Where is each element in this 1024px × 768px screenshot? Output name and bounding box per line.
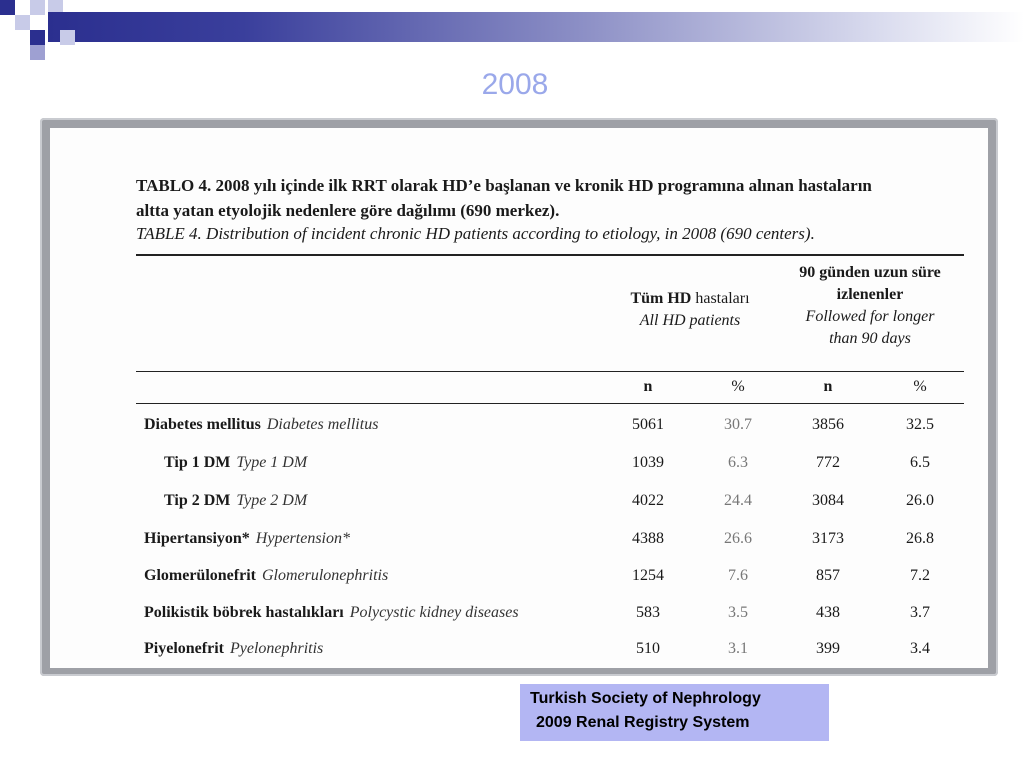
table-rule-top [136,254,964,256]
group-all-tr-bold: Tüm HD [630,290,692,307]
cell-n-all: 1039 [632,454,664,471]
row-label-tr: Piyelonefrit [144,640,224,657]
group-90-en-line1: Followed for longer [805,308,935,325]
cell-n-all: 583 [636,604,660,621]
source-line1: Turkish Society of Nephrology [530,690,761,707]
row-label-en: Pyelonephritis [229,640,324,657]
gradient-band [48,12,1024,42]
slide-title: 2008 [481,68,549,101]
row-label [144,530,350,548]
row-label-tr: Hipertansiyon* [144,530,250,547]
cell-n-90: 3173 [812,530,844,547]
column-header-pct-all: % [731,378,745,395]
cell-pct-all: 26.6 [724,530,752,547]
cell-pct-90: 3.4 [910,640,930,657]
group-all-tr: hastaları [691,290,750,307]
row-label-en: Diabetes mellitus [266,416,379,433]
group-90-tr-line2: izlenenler [836,286,904,303]
row-label-tr: Glomerülonefrit [144,567,256,584]
deco-square [0,0,15,15]
deco-square [30,30,45,45]
group-all-en: All HD patients [639,312,741,329]
cell-n-90: 772 [816,454,840,471]
column-header-n-all: n [643,378,653,395]
deco-square [15,15,30,30]
row-label [144,567,388,585]
cell-n-all: 4022 [632,492,664,509]
cell-n-90: 857 [816,567,840,584]
table-row [50,416,988,452]
row-label [144,604,519,622]
deco-square [30,0,45,15]
slide-header-decoration [0,0,1024,60]
row-label-en: Hypertension* [255,530,350,547]
source-line2: 2009 Renal Registry System [536,714,750,731]
cell-n-90: 3856 [812,416,844,433]
table-rule-mid [136,371,964,372]
row-label-en: Type 2 DM [236,492,308,509]
cell-pct-all: 3.5 [728,604,748,621]
table-row [50,640,988,676]
row-label-tr: Tip 2 DM [164,492,231,509]
cell-pct-all: 30.7 [724,416,752,433]
deco-square [60,30,75,45]
deco-square [30,45,45,60]
cell-pct-all: 3.1 [728,640,748,657]
table-row [50,530,988,566]
group-header-90-days [780,262,960,350]
source-footer [520,684,829,741]
column-header-n-90: n [823,378,833,395]
row-label-tr: Diabetes mellitus [144,416,261,433]
row-label-tr: Tip 1 DM [164,454,231,471]
cell-pct-all: 24.4 [724,492,752,509]
table-rule-header [136,403,964,404]
table-row [50,604,988,640]
row-label [164,492,307,510]
cell-pct-all: 6.3 [728,454,748,471]
deco-square [48,0,63,12]
cell-pct-all: 7.6 [728,567,748,584]
group-90-en-line2: than 90 days [829,330,911,347]
cell-n-all: 5061 [632,416,664,433]
row-label-en: Type 1 DM [236,454,308,471]
cell-n-90: 3084 [812,492,844,509]
row-label-tr: Polikistik böbrek hastalıkları [144,604,344,621]
cell-n-all: 4388 [632,530,664,547]
table-row [50,567,988,603]
scanned-table [50,128,988,668]
group-90-tr-line1: 90 günden uzun süre [799,264,941,281]
row-label-en: Glomerulonephritis [261,567,389,584]
table-row [50,492,988,528]
row-label [164,454,307,472]
row-label-en: Polycystic kidney diseases [349,604,519,621]
caption-turkish-line2: altta yatan etyolojik nedenlere göre dağılımı (690 merkez). [136,201,560,220]
cell-pct-90: 26.0 [906,492,934,509]
cell-pct-90: 6.5 [910,454,930,471]
cell-pct-90: 3.7 [910,604,930,621]
cell-n-90: 399 [816,640,840,657]
group-header-all-hd [610,288,770,332]
column-header-pct-90: % [913,378,927,395]
cell-pct-90: 7.2 [910,567,930,584]
cell-pct-90: 26.8 [906,530,934,547]
cell-pct-90: 32.5 [906,416,934,433]
cell-n-all: 510 [636,640,660,657]
row-label [144,640,323,658]
cell-n-all: 1254 [632,567,664,584]
table-row [50,454,988,490]
cell-n-90: 438 [816,604,840,621]
caption-english: TABLE 4. Distribution of incident chronic HD patients according to etiology, in 2008 (690 centers). [136,224,815,243]
caption-turkish-line1: TABLO 4. 2008 yılı içinde ilk RRT olarak HD’e başlanan ve kronik HD programına alınan hastaların [136,176,872,195]
row-label [144,416,378,434]
